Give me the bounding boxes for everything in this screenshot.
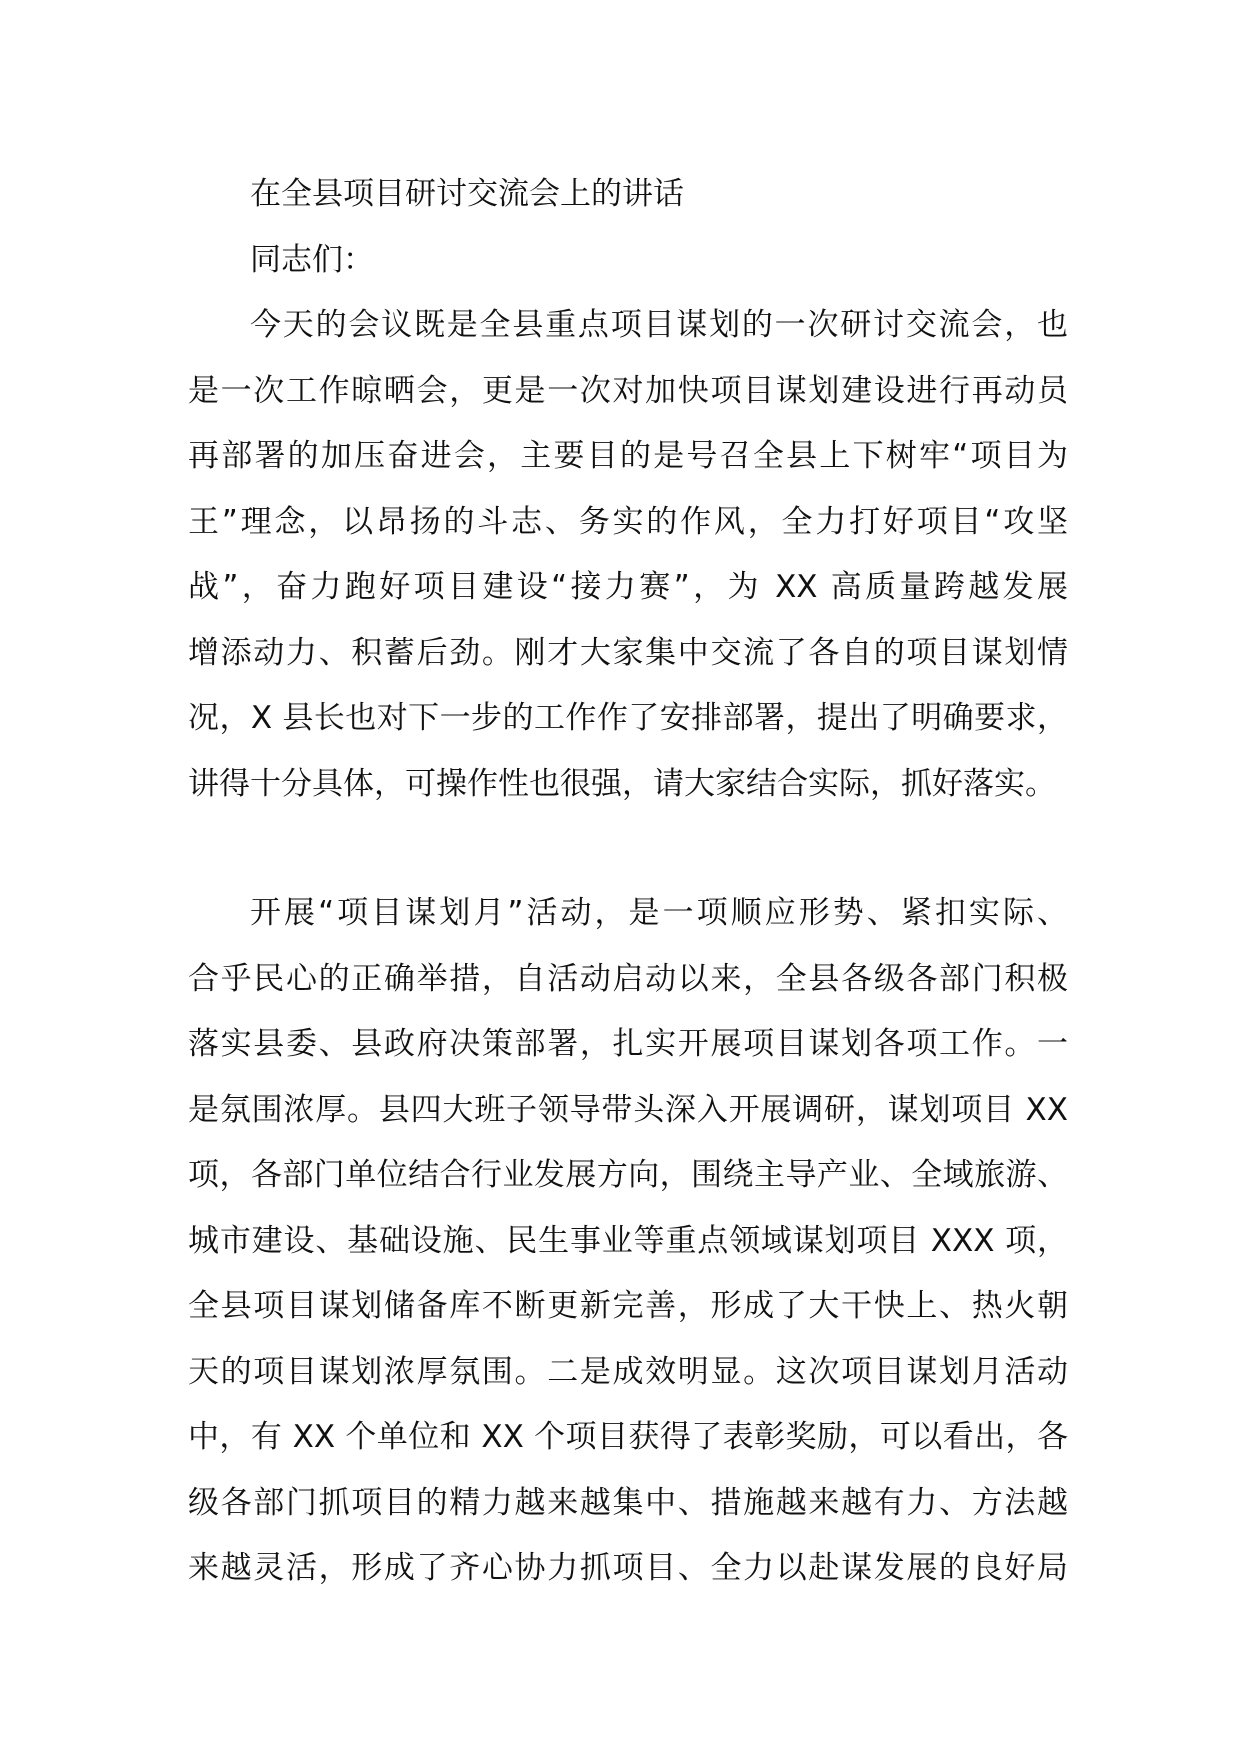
paragraph-line: 级各部门抓项目的精力越来越集中、措施越来越有力、方法越 (188, 1484, 1068, 1521)
paragraph-line: 开展“项目谋划月”活动，是一项顺应形势、紧扣实际、 (250, 895, 1068, 931)
paragraph-line: 项，各部门单位结合行业发展方向，围绕主导产业、全域旅游、 (188, 1157, 1068, 1193)
salutation: 同志们： (250, 241, 374, 278)
paragraph-line: 天的项目谋划浓厚氛围。二是成效明显。这次项目谋划月活动 (188, 1353, 1068, 1390)
paragraph-line: 增添动力、积蓄后劲。刚才大家集中交流了各自的项目谋划情 (188, 634, 1068, 671)
paragraph-line: 中，有 XX 个单位和 XX 个项目获得了表彰奖励，可以看出，各 (188, 1419, 1068, 1455)
paragraph-line: 是氛围浓厚。县四大班子领导带头深入开展调研，谋划项目 XX (188, 1091, 1068, 1128)
paragraph-line: 城市建设、基础设施、民生事业等重点领域谋划项目 XXX 项， (188, 1222, 1068, 1259)
document-title: 在全县项目研讨交流会上的讲话 (250, 176, 684, 212)
paragraph-line: 讲得十分具体，可操作性也很强，请大家结合实际，抓好落实。 (188, 765, 1056, 802)
paragraph-line: 全县项目谋划储备库不断更新完善，形成了大干快上、热火朝 (188, 1288, 1068, 1324)
paragraph-line: 合乎民心的正确举措，自活动启动以来，全县各级各部门积极 (188, 960, 1068, 997)
paragraph-gap (188, 817, 1068, 881)
paragraph-line: 战”，奋力跑好项目建设“接力赛”，为 XX 高质量跨越发展 (188, 569, 1068, 605)
paragraph-line: 况，X 县长也对下一步的工作作了安排部署，提出了明确要求， (188, 700, 1068, 736)
paragraph-line: 来越灵活，形成了齐心协力抓项目、全力以赴谋发展的良好局 (188, 1550, 1068, 1586)
paragraph-line: 是一次工作晾晒会，更是一次对加快项目谋划建设进行再动员 (188, 372, 1068, 409)
paragraph-1 (188, 293, 1068, 817)
paragraph-line: 王”理念，以昂扬的斗志、务实的作风，全力打好项目“攻坚 (188, 503, 1068, 540)
paragraph-2 (188, 881, 1068, 1602)
paragraph-line: 再部署的加压奋进会，主要目的是号召全县上下树牢“项目为 (188, 438, 1068, 474)
paragraph-line: 今天的会议既是全县重点项目谋划的一次研讨交流会，也 (250, 307, 1068, 343)
document-body (188, 162, 1068, 1602)
paragraph-line: 落实县委、县政府决策部署，扎实开展项目谋划各项工作。一 (188, 1026, 1068, 1062)
